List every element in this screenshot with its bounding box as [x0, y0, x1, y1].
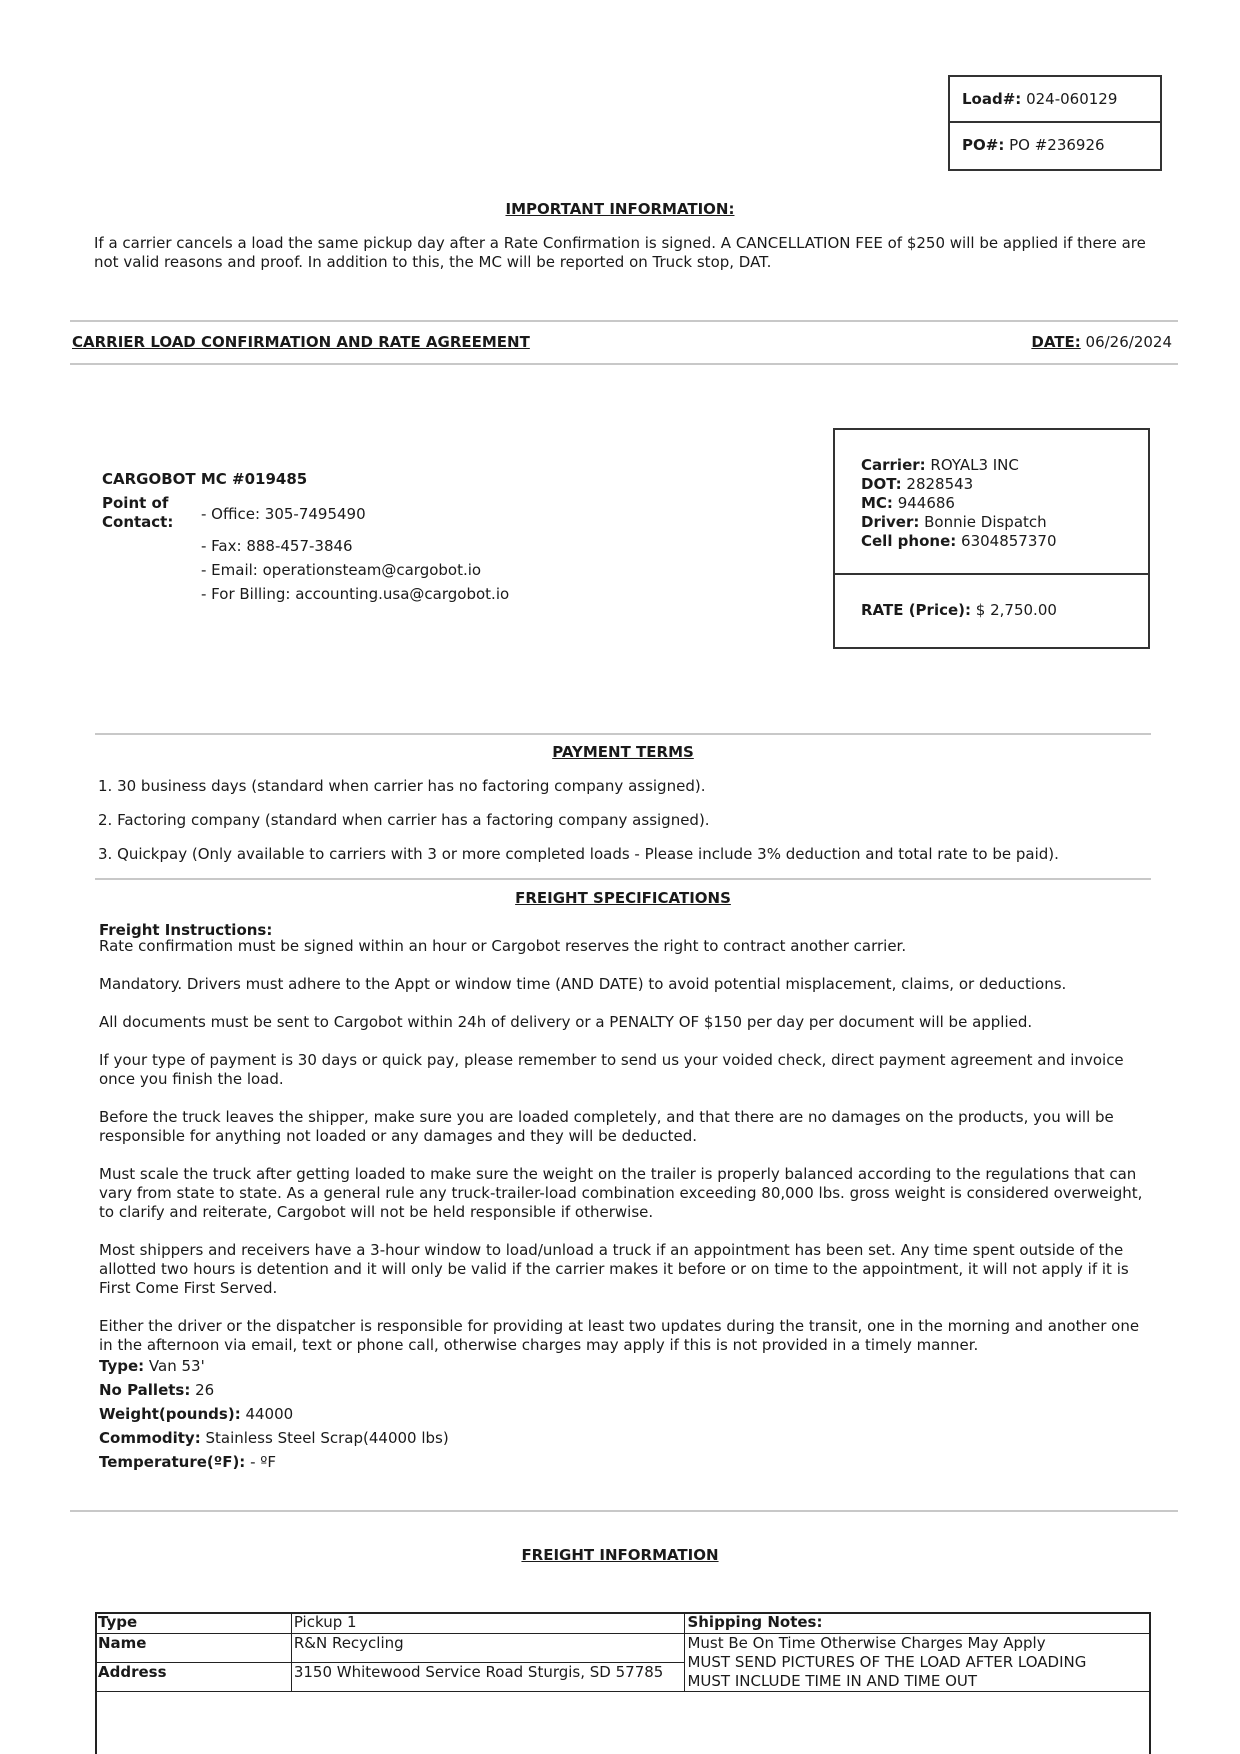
payment-term-2: 2. Factoring company (standard when carrier has a factoring company assigned). — [98, 811, 710, 829]
spec-type-label: Type: — [99, 1357, 145, 1375]
carrier-value: ROYAL3 INC — [930, 456, 1019, 474]
divider — [70, 363, 1178, 365]
contact-office: - Office: 305-7495490 — [201, 505, 366, 523]
contact-email: - Email: operationsteam@cargobot.io — [201, 561, 482, 579]
date-label: DATE: — [1031, 333, 1081, 351]
spec-commodity-value: Stainless Steel Scrap(44000 lbs) — [205, 1429, 449, 1447]
po-number-label: PO#: — [962, 136, 1005, 154]
spec-pallets — [99, 1381, 214, 1399]
cell-phone-label: Cell phone: — [861, 532, 957, 550]
load-number-row — [950, 77, 1160, 121]
date-value: 06/26/2024 — [1085, 333, 1172, 351]
spec-commodity — [99, 1429, 449, 1447]
cell-phone-value: 6304857370 — [961, 532, 1057, 550]
dot-value: 2828543 — [906, 475, 974, 493]
instruction-paragraph: Either the driver or the dispatcher is responsible for providing at least two updates during the transit, one in the morning and another one in the afternoon via email, text or phone call, otherwise charges may apply if this is not provided in a timely manner. — [99, 1317, 1140, 1354]
mc-value: 944686 — [897, 494, 955, 512]
spec-temperature-label: Temperature(ºF): — [99, 1453, 246, 1471]
rate-row — [835, 573, 1148, 645]
type-label-cell: Type — [96, 1613, 292, 1634]
divider — [95, 878, 1151, 880]
contact-fax: - Fax: 888-457-3846 — [201, 537, 353, 555]
shipping-note: Must Be On Time Otherwise Charges May Apply — [687, 1634, 1046, 1652]
address-label-cell: Address — [96, 1663, 292, 1692]
carrier-info — [835, 430, 1148, 573]
spec-pallets-label: No Pallets: — [99, 1381, 191, 1399]
freight-instructions — [99, 937, 1151, 1355]
shipping-note: MUST SEND PICTURES OF THE LOAD AFTER LOADING — [687, 1653, 1087, 1671]
spec-commodity-label: Commodity: — [99, 1429, 201, 1447]
agreement-date — [1031, 333, 1172, 351]
instruction-paragraph: Before the truck leaves the shipper, make sure you are loaded completely, and that there are no damages on the products, you will be responsible for anything not loaded or any damages and they will be deducted. — [99, 1108, 1114, 1145]
important-info-title: IMPORTANT INFORMATION: — [505, 200, 735, 218]
load-po-box — [948, 75, 1162, 171]
agreement-title: CARRIER LOAD CONFIRMATION AND RATE AGREEMENT — [72, 333, 530, 351]
freight-info-table — [95, 1612, 1151, 1692]
instruction-paragraph: Must scale the truck after getting loaded to make sure the weight on the trailer is properly balanced according to the regulations that can vary from state to state. As a general rule any truck-trailer-load combination exceeding 80,000 lbs. gross weight is considered overweight, to clarify and reiterate, Cargobot will not be held responsible if otherwise. — [99, 1165, 1143, 1221]
address-value-cell: 3150 Whitewood Service Road Sturgis, SD 57785 — [291, 1663, 685, 1692]
rate-label: RATE (Price): — [861, 601, 972, 619]
contact-billing: - For Billing: accounting.usa@cargobot.io — [201, 585, 510, 603]
divider — [95, 733, 1151, 735]
spec-type — [99, 1357, 205, 1375]
instruction-paragraph: All documents must be sent to Cargobot within 24h of delivery or a PENALTY OF $150 per day per document will be applied. — [99, 1013, 1033, 1031]
instruction-paragraph: Rate confirmation must be signed within an hour or Cargobot reserves the right to contract another carrier. — [99, 937, 907, 955]
spec-weight-label: Weight(pounds): — [99, 1405, 241, 1423]
spec-weight-value: 44000 — [245, 1405, 294, 1423]
name-label-cell: Name — [96, 1634, 292, 1663]
payment-terms-title: PAYMENT TERMS — [552, 743, 694, 761]
load-number-value: 024-060129 — [1026, 90, 1118, 108]
divider — [70, 320, 1178, 322]
driver-label: Driver: — [861, 513, 920, 531]
load-number-label: Load#: — [962, 90, 1022, 108]
spec-temperature — [99, 1453, 276, 1471]
payment-term-1: 1. 30 business days (standard when carrier has no factoring company assigned). — [98, 777, 706, 795]
instruction-paragraph: Most shippers and receivers have a 3-hour window to load/unload a truck if an appointment has been set. Any time spent outside of the allotted two hours is detention and it will only be valid if the carrier makes it before or on time to the appointment, it will not apply if it is First Come First Served. — [99, 1241, 1129, 1297]
po-number-value: PO #236926 — [1009, 136, 1105, 154]
shipping-notes-cell — [685, 1634, 1151, 1692]
spec-type-value: Van 53' — [148, 1357, 205, 1375]
divider — [70, 1510, 1178, 1512]
name-value-cell: R&N Recycling — [291, 1634, 685, 1663]
instruction-paragraph: If your type of payment is 30 days or quick pay, please remember to send us your voided check, direct payment agreement and invoice once you finish the load. — [99, 1051, 1124, 1088]
carrier-label: Carrier: — [861, 456, 926, 474]
freight-specs-title: FREIGHT SPECIFICATIONS — [515, 889, 731, 907]
driver-value: Bonnie Dispatch — [924, 513, 1047, 531]
point-of-contact-label: Point of Contact: — [102, 494, 174, 531]
rate-value: $ 2,750.00 — [975, 601, 1057, 619]
table-row — [96, 1634, 1151, 1663]
important-info-text: If a carrier cancels a load the same pickup day after a Rate Confirmation is signed. A CANCELLATION FEE of $250 will be applied if there are not valid reasons and proof. In addition to this, the MC will be reported on Truck stop, DAT. — [94, 234, 1146, 271]
po-number-row — [950, 121, 1160, 167]
broker-name: CARGOBOT MC #019485 — [102, 470, 308, 488]
mc-label: MC: — [861, 494, 893, 512]
type-value-cell: Pickup 1 — [291, 1613, 685, 1634]
spec-temperature-value: - ºF — [250, 1453, 276, 1471]
shipping-notes-label: Shipping Notes: — [685, 1613, 1151, 1634]
payment-term-3: 3. Quickpay (Only available to carriers with 3 or more completed loads - Please include 3% deduction and total rate to be paid). — [98, 845, 1059, 863]
carrier-box — [833, 428, 1150, 649]
instruction-paragraph: Mandatory. Drivers must adhere to the Appt or window time (AND DATE) to avoid potential misplacement, claims, or deductions. — [99, 975, 1067, 993]
dot-label: DOT: — [861, 475, 902, 493]
freight-instructions-label: Freight Instructions: — [99, 921, 273, 939]
spec-weight — [99, 1405, 293, 1423]
spec-pallets-value: 26 — [195, 1381, 215, 1399]
shipping-note: MUST INCLUDE TIME IN AND TIME OUT — [687, 1672, 978, 1690]
freight-info-title: FREIGHT INFORMATION — [521, 1546, 719, 1564]
table-row — [96, 1613, 1151, 1634]
